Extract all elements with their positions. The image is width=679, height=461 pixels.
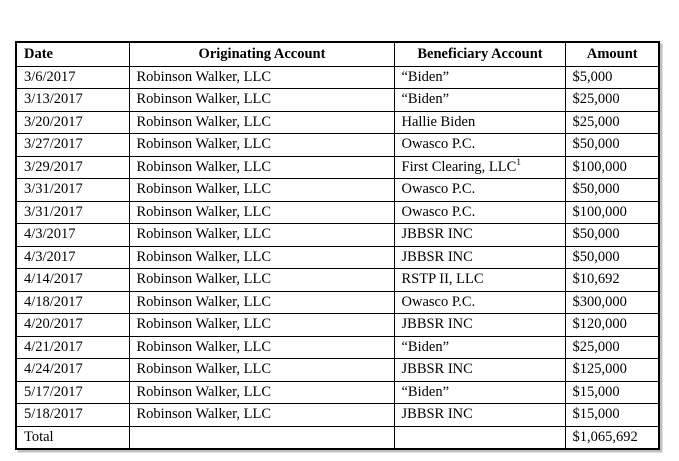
beneficiary-account-cell: JBBSR INC: [394, 359, 565, 382]
originating-account-cell: Robinson Walker, LLC: [129, 89, 394, 112]
column-header-date: Date: [16, 42, 129, 66]
table-row: [16, 224, 659, 247]
originating-account-cell: Robinson Walker, LLC: [129, 269, 394, 292]
amount-cell: $10,692: [565, 269, 659, 292]
beneficiary-account-cell: JBBSR INC: [394, 246, 565, 269]
originating-account-cell: Robinson Walker, LLC: [129, 246, 394, 269]
table-row: [16, 246, 659, 269]
beneficiary-account-cell: JBBSR INC: [394, 314, 565, 337]
beneficiary-account-cell: RSTP II, LLC: [394, 269, 565, 292]
table-row: [16, 134, 659, 157]
date-cell: 4/21/2017: [16, 336, 129, 359]
originating-account-cell: Robinson Walker, LLC: [129, 179, 394, 202]
table-row: [16, 404, 659, 427]
originating-account-cell: Robinson Walker, LLC: [129, 224, 394, 247]
beneficiary-account-cell: Owasco P.C.: [394, 201, 565, 224]
beneficiary-account-cell: “Biden”: [394, 381, 565, 404]
table-row: [16, 66, 659, 89]
header-row: [16, 42, 659, 66]
amount-cell: $25,000: [565, 336, 659, 359]
date-cell: 4/14/2017: [16, 269, 129, 292]
beneficiary-account-cell: Owasco P.C.: [394, 179, 565, 202]
originating-account-cell: Robinson Walker, LLC: [129, 336, 394, 359]
originating-account-cell: Robinson Walker, LLC: [129, 404, 394, 427]
date-cell: 3/6/2017: [16, 66, 129, 89]
transactions-table-container: [15, 41, 660, 450]
amount-cell: $120,000: [565, 314, 659, 337]
beneficiary-account-cell: “Biden”: [394, 89, 565, 112]
table-row: [16, 336, 659, 359]
table-row: [16, 201, 659, 224]
date-cell: 3/27/2017: [16, 134, 129, 157]
beneficiary-account-cell: Owasco P.C.: [394, 134, 565, 157]
column-header-originating-account: Originating Account: [129, 42, 394, 66]
date-cell: 3/29/2017: [16, 156, 129, 179]
amount-cell: $100,000: [565, 156, 659, 179]
date-cell: 4/24/2017: [16, 359, 129, 382]
originating-account-cell: Robinson Walker, LLC: [129, 381, 394, 404]
originating-account-cell: Robinson Walker, LLC: [129, 314, 394, 337]
date-cell: 4/20/2017: [16, 314, 129, 337]
originating-account-cell: Robinson Walker, LLC: [129, 291, 394, 314]
footnote-marker: 1: [516, 157, 522, 168]
amount-cell: $15,000: [565, 404, 659, 427]
table-row: [16, 381, 659, 404]
table-row: [16, 314, 659, 337]
originating-account-cell: Robinson Walker, LLC: [129, 156, 394, 179]
amount-cell: $25,000: [565, 111, 659, 134]
originating-account-cell: Robinson Walker, LLC: [129, 111, 394, 134]
beneficiary-account-cell: Hallie Biden: [394, 111, 565, 134]
originating-account-cell: Robinson Walker, LLC: [129, 66, 394, 89]
amount-cell: $15,000: [565, 381, 659, 404]
table-row: [16, 179, 659, 202]
originating-account-cell: Robinson Walker, LLC: [129, 134, 394, 157]
beneficiary-account-cell: “Biden”: [394, 66, 565, 89]
table-row: [16, 89, 659, 112]
beneficiary-account-cell: JBBSR INC: [394, 224, 565, 247]
table-row: [16, 291, 659, 314]
amount-cell: $50,000: [565, 224, 659, 247]
total-row: [16, 426, 659, 449]
amount-cell: $50,000: [565, 179, 659, 202]
amount-cell: $50,000: [565, 246, 659, 269]
beneficiary-account-cell: “Biden”: [394, 336, 565, 359]
date-cell: 3/31/2017: [16, 179, 129, 202]
table-body: [16, 66, 659, 426]
amount-cell: $25,000: [565, 89, 659, 112]
date-cell: 3/20/2017: [16, 111, 129, 134]
beneficiary-account-cell: First Clearing, LLC$^1$: [394, 156, 565, 179]
date-cell: 5/18/2017: [16, 404, 129, 427]
beneficiary-account-cell: JBBSR INC: [394, 404, 565, 427]
transactions-table: [15, 41, 660, 450]
beneficiary-account-cell: Owasco P.C.: [394, 291, 565, 314]
date-cell: 4/18/2017: [16, 291, 129, 314]
table-row: [16, 269, 659, 292]
total-amount-cell: $1,065,692: [565, 426, 659, 449]
table-row: [16, 156, 659, 179]
table-footer: [16, 426, 659, 449]
date-cell: 3/31/2017: [16, 201, 129, 224]
column-header-beneficiary-account: Beneficiary Account: [394, 42, 565, 66]
amount-cell: $300,000: [565, 291, 659, 314]
total-label-cell: Total: [16, 426, 129, 449]
originating-account-cell: Robinson Walker, LLC: [129, 201, 394, 224]
column-header-amount: Amount: [565, 42, 659, 66]
originating-account-cell: Robinson Walker, LLC: [129, 359, 394, 382]
amount-cell: $50,000: [565, 134, 659, 157]
amount-cell: $100,000: [565, 201, 659, 224]
total-empty-beneficiary-cell: [394, 426, 565, 449]
amount-cell: $5,000: [565, 66, 659, 89]
table-header: [16, 42, 659, 66]
date-cell: 4/3/2017: [16, 246, 129, 269]
date-cell: 4/3/2017: [16, 224, 129, 247]
total-empty-originating-cell: [129, 426, 394, 449]
table-row: [16, 111, 659, 134]
date-cell: 5/17/2017: [16, 381, 129, 404]
table-row: [16, 359, 659, 382]
amount-cell: $125,000: [565, 359, 659, 382]
date-cell: 3/13/2017: [16, 89, 129, 112]
